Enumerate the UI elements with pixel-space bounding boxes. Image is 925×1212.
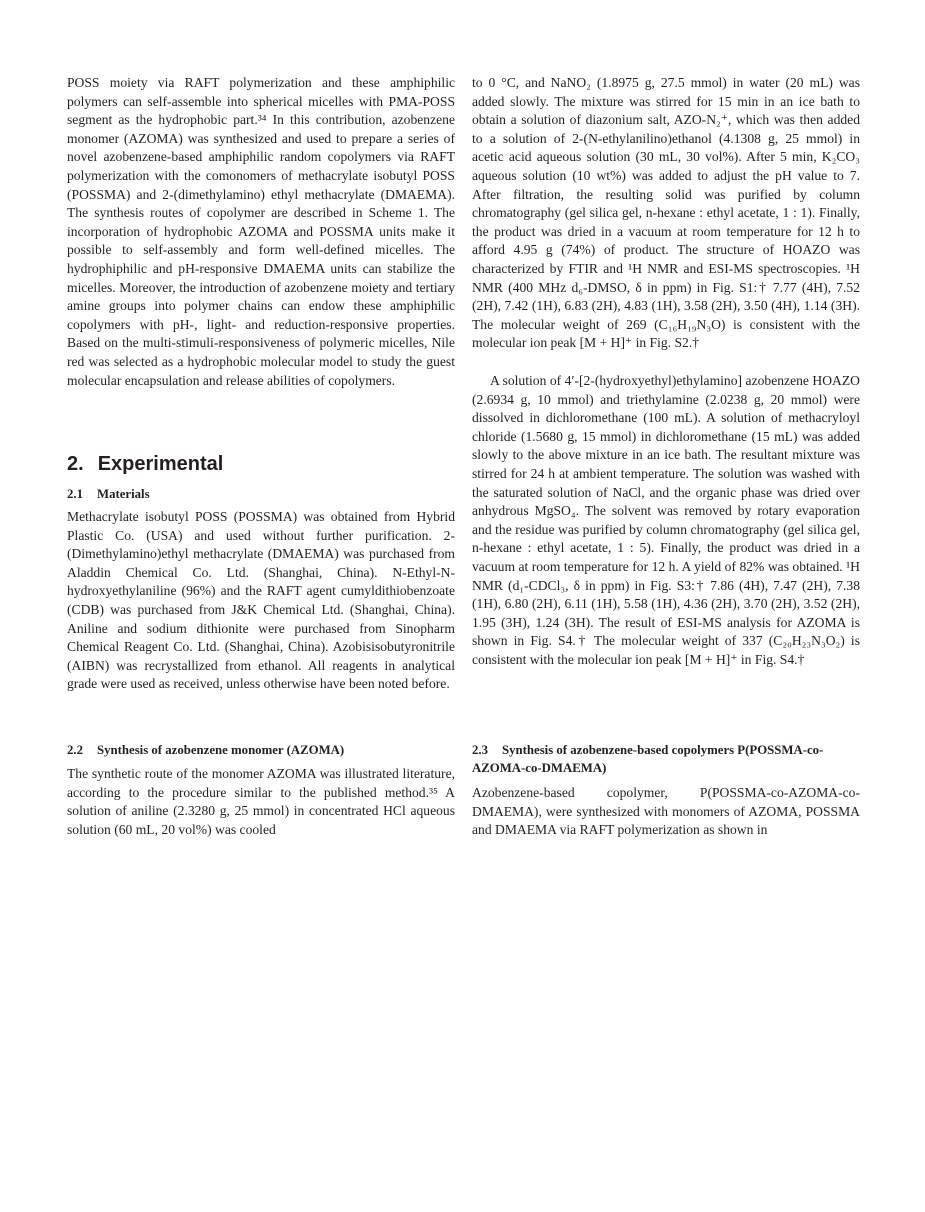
section-title: Experimental [97, 453, 224, 475]
section-number: 2. [67, 453, 84, 475]
copolymer-paragraph: Azobenzene-based copolymer, P(POSSMA-co-AZOMA-co-DMAEMA), were synthesized with monomers of AZOMA, POSSMA and DMAEMA via RAFT polymerization as shown in [472, 785, 860, 838]
synthesis-paragraph: The synthetic route of the monomer AZOMA was illustrated literature, according to the procedure similar to the published method.³⁵ A solution of aniline (2.3280 g, 25 mmol) in concentrated HCl aqueous solution (60 mL, 20 vol%) was cooled [67, 766, 455, 837]
intro-paragraph: POSS moiety via RAFT polymerization and these amphiphilic polymers can self-assemble into spherical micelles with PMA-POSS segment as the hydrophobic part.³⁴ In this contribution, azobenzene monomer (AZOMA) was synthesized and used to prepare a series of novel azobenzene-based amphiphilic random copolymers via RAFT polymerization with the comonomers of methacrylate isobutyl POSS (POSSMA) and 2-(dimethylamino) ethyl methacrylate (DMAEMA). The synthesis routes of copolymer are described in Scheme 1. The incorporation of hydrophobic AZOMA and POSSMA units make it possible to self-assembly and form well-defined micelles. The hydrophiphilic and pH-responsive DMAEMA units can stabilize the micelles. Moreover, the introduction of azobenzene moiety and tertiary amine groups into polymer chains can endow these amphiphilic copolymers with pH-, light- and reduction-responsive properties. Based on the multi-stimuli-responsiveness of polymeric micelles, Nile red was selected as a hydrophobic molecular model to study the guest molecular encapsulation and release abilities of copolymers. [67, 75, 455, 388]
subsection-heading-materials [67, 485, 455, 503]
subsection-heading-azoma-synthesis [67, 741, 455, 759]
subsection-number: 2.1 [67, 487, 83, 501]
materials-paragraph: Methacrylate isobutyl POSS (POSSMA) was obtained from Hybrid Plastic Co. (USA) and used without further purification. 2-(Dimethylamino)ethyl methacrylate (DMAEMA) was purchased from Aladdin Chemical Co. Ltd. (Shanghai, China). N-Ethyl-N-hydroxyethylaniline (96%) and the RAFT agent cumyldithiobenzoate (CDB) was purchased from J&K Chemical Ltd. (Shanghai, China). Aniline and sodium dithionite were purchased from Sinopharm Chemical Reagent Co. Ltd. (Shanghai, China). Azobisisobutyronitrile (AIBN) was recrystallized from ethanol. All reagents in analytical grade were used as received, unless otherwise have been noted before. [67, 509, 455, 692]
subsection-number: 2.3 [472, 743, 488, 757]
hoazo-paragraph: to 0 °C, and NaNO₂ (1.8975 g, 27.5 mmol) in water (20 mL) was added slowly. The mixture was stirred for 15 min in an ice bath to obtain a solution of diazonium salt, AZO-N₂⁺, which was then added to a solution of 2-(N-ethylanilino)ethanol (4.1308 g, 25 mmol) in acetic acid aqueous solution (30 mL, 30 vol%). After 5 min, K₂CO₃ aqueous solution (10 wt%) was added to adjust the pH value to 7. After filtration, the resulting solid was purified by column chromatography (gel silica gel, n-hexane : ethyl acetate, 1 : 1). Finally, the product was dried in a vacuum at room temperature for 12 h to afford 4.95 g (74%) of product. The structure of HOAZO was characterized by FTIR and ¹H NMR and ESI-MS spectroscopies. ¹H NMR (400 MHz d₆-DMSO, δ in ppm) in Fig. S1:† 7.77 (4H), 7.52 (2H), 7.42 (1H), 6.83 (2H), 4.83 (1H), 3.58 (2H), 3.50 (4H), 1.14 (3H). The molecular weight of 269 (C₁₆H₁₉N₃O) is consistent with the molecular ion peak [M + H]⁺ in Fig. S2.† [472, 75, 860, 351]
subsection-number: 2.2 [67, 743, 83, 757]
subsection-heading-copolymer-synthesis [472, 741, 860, 777]
subsection-title: Materials [97, 487, 150, 501]
section-heading-experimental [67, 453, 223, 476]
subsection-title: Synthesis of azobenzene monomer (AZOMA) [97, 743, 345, 757]
subsection-title: Synthesis of azobenzene-based copolymers P(POSSMA-co-AZOMA-co-DMAEMA) [472, 743, 824, 775]
azoma-paragraph: A solution of 4′-[2-(hydroxyethyl)ethylamino] azobenzene HOAZO (2.6934 g, 10 mmol) and triethylamine (2.0238 g, 20 mmol) were dissolved in dichloromethane (100 mL). A solution of methacryloyl chloride (1.5680 g, 15 mmol) in dichloromethane (15 mL) was added slowly to the above mixture in an ice bath. The resultant mixture was stirred for 24 h at ambient temperature. The solution was washed with the saturated solution of NaCl, and the organic phase was dried over anhydrous MgSO₄. The solvent was removed by rotary evaporation and the residue was purified by column chromatography (gel silica gel, n-hexane : ethyl acetate, 1 : 5). Finally, the product was dried in a vacuum at room temperature for 12 h. A yield of 82% was obtained. ¹H NMR (d₁-CDCl₃, δ in ppm) in Fig. S3:† 7.86 (4H), 7.47 (2H), 7.38 (1H), 6.80 (2H), 6.11 (1H), 5.58 (1H), 4.36 (2H), 3.70 (2H), 3.52 (2H), 1.95 (3H), 1.24 (3H). The result of ESI-MS analysis for AZOMA is shown in Fig. S4.† The molecular weight of 337 (C₂₀H₂₃N₃O₂) is consistent with the molecular ion peak [M + H]⁺ in Fig. S4.† [472, 373, 860, 667]
